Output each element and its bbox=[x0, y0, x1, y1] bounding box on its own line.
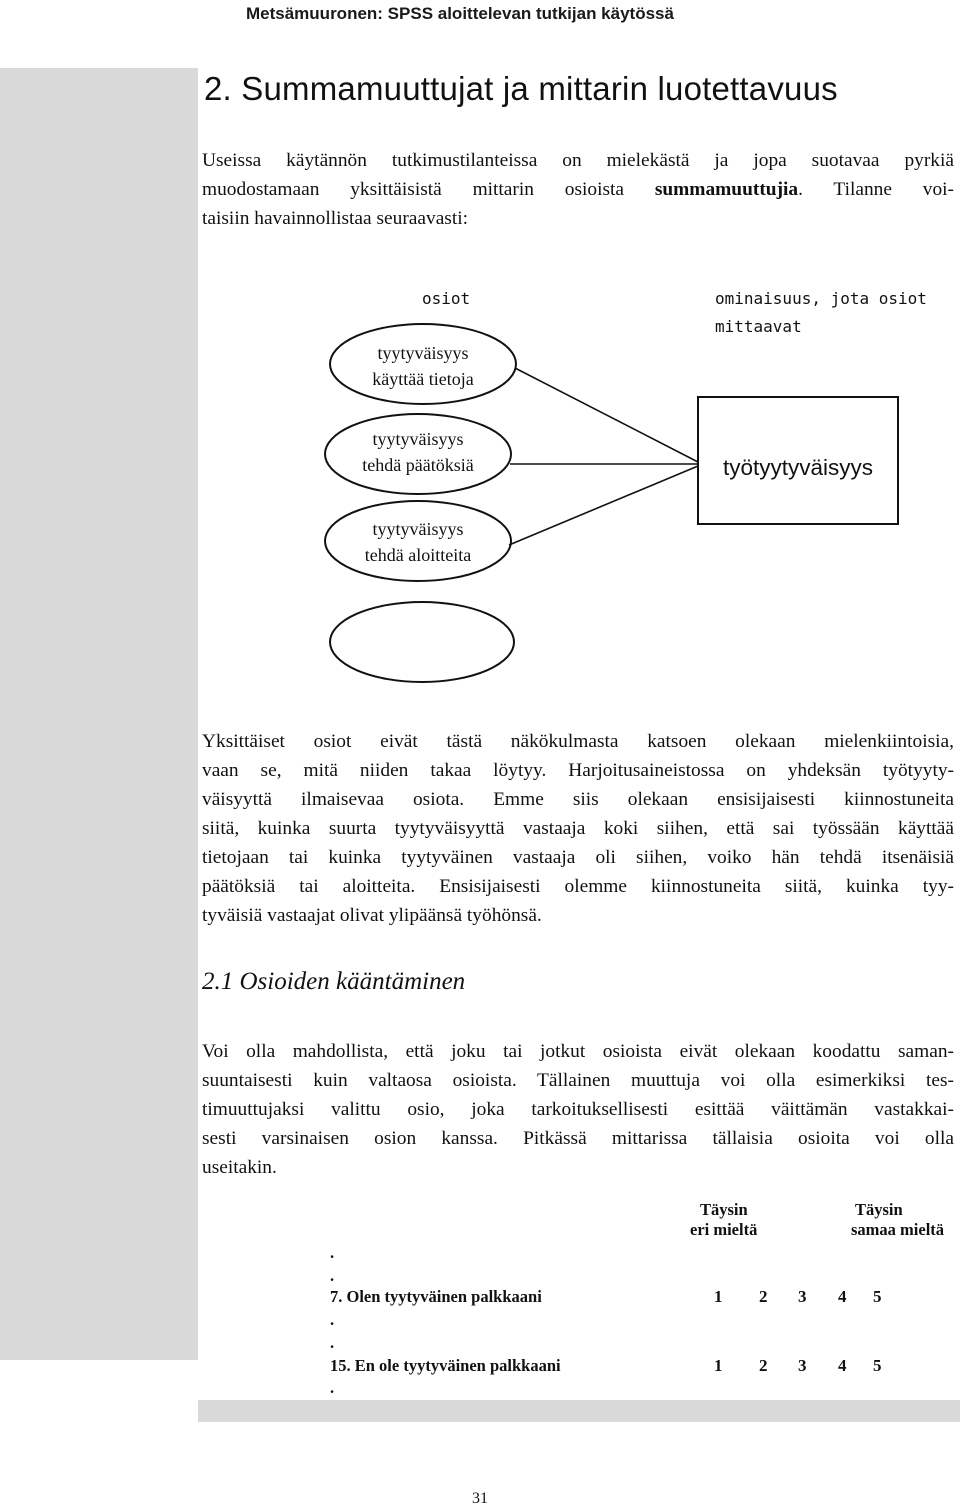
body1-line-7: tyväisiä vastaajat olivat ylipäänsä työhönsä. bbox=[202, 905, 542, 926]
item-ellipse-empty bbox=[330, 602, 514, 682]
body1-line-6: päätöksiä tai aloitteita. Ensisijaisesti olemme kiinnostuneita siitä, kuinka tyy- bbox=[202, 876, 954, 897]
body1-line-1: Yksittäiset osiot eivät tästä näkökulmasta katsoen olekaan mielenkiintoisia, bbox=[202, 731, 954, 752]
item-1-line-2: käyttää tietoja bbox=[372, 369, 474, 389]
body2-line-1: Voi olla mahdollista, että joku tai jotkut osioista eivät olekaan koodattu saman- bbox=[202, 1041, 954, 1062]
section-title: 2. Summamuuttujat ja mittarin luotettavuus bbox=[204, 70, 838, 107]
item-label-2 bbox=[325, 426, 511, 478]
item-2-line-2: tehdä päätöksiä bbox=[362, 455, 474, 475]
item-1-line-1: tyytyväisyys bbox=[377, 343, 469, 363]
scale-row-7-value-4: 4 bbox=[838, 1287, 847, 1306]
scale-row-7-value-2: 2 bbox=[759, 1287, 768, 1306]
scale-row-7-label: 7. Olen tyytyväinen palkkaani bbox=[330, 1287, 542, 1306]
body-paragraph-1 bbox=[202, 727, 954, 930]
ellipsis-dot-5: . bbox=[330, 1378, 335, 1397]
body1-line-3: väisyyttä ilmaisevaa osiota. Emme siis olekaan ensisijaisesti kiinnostuneita bbox=[202, 789, 954, 810]
page-number: 31 bbox=[472, 1490, 488, 1507]
scale-row-15-value-5: 5 bbox=[873, 1356, 882, 1375]
ellipsis-dot-4: . bbox=[330, 1333, 335, 1352]
item-label-1 bbox=[330, 340, 516, 392]
scale-row-15-value-3: 3 bbox=[798, 1356, 807, 1375]
bottom-grey-strip bbox=[198, 1400, 960, 1422]
scale-right-bottom: samaa mieltä bbox=[851, 1220, 945, 1239]
scale-row-15-value-1: 1 bbox=[714, 1356, 723, 1375]
scale-row-7-value-1: 1 bbox=[714, 1287, 723, 1306]
body2-line-2: suuntaisesti kuin valtaosa osioista. Tällainen muuttuja voi olla esimerkiksi tes- bbox=[202, 1070, 954, 1091]
subsection-title: 2.1 Osioiden kääntäminen bbox=[202, 968, 466, 995]
connector-1 bbox=[515, 368, 698, 462]
item-3-line-2: tehdä aloitteita bbox=[364, 545, 472, 565]
body1-line-5: tietojaan tai kuinka tyytyväinen vastaaja oli siihen, voiko hän tehdä itsenäisiä bbox=[202, 847, 954, 868]
scale-row-7-value-5: 5 bbox=[873, 1287, 882, 1306]
scale-row-7-value-3: 3 bbox=[798, 1287, 807, 1306]
intro-line-2-end: . Tilanne voi- bbox=[798, 179, 955, 200]
items-heading: osiot bbox=[422, 289, 471, 308]
intro-line-1: Useissa käytännön tutkimustilanteissa on mielekästä ja jopa suotavaa pyrkiä bbox=[202, 150, 954, 171]
scale-right-top: Täysin bbox=[855, 1200, 903, 1219]
ellipsis-dot-2: . bbox=[330, 1266, 335, 1285]
item-2-line-1: tyytyväisyys bbox=[372, 429, 464, 449]
body2-line-3: timuuttujaksi valittu osio, joka tarkoituksellisesti esittää väittämän vastakkai- bbox=[202, 1099, 954, 1120]
body-paragraph-2 bbox=[202, 1037, 954, 1182]
scale-row-15-value-2: 2 bbox=[759, 1356, 768, 1375]
construct-heading-2: mittaavat bbox=[715, 317, 802, 336]
body1-line-4: siitä, kuinka suurta tyytyväisyyttä vastaaja koki siihen, että sai työssään käyttää bbox=[202, 818, 954, 839]
scale-left-bottom: eri mieltä bbox=[690, 1220, 758, 1239]
item-label-3 bbox=[325, 516, 511, 568]
scale-row-15-value-4: 4 bbox=[838, 1356, 847, 1375]
item-3-line-1: tyytyväisyys bbox=[372, 519, 464, 539]
ellipsis-dot-3: . bbox=[330, 1310, 335, 1329]
intro-keyword: summamuuttujia bbox=[654, 179, 799, 200]
connector-3 bbox=[509, 466, 698, 545]
scale-left-top: Täysin bbox=[700, 1200, 748, 1219]
body2-line-5: useitakin. bbox=[202, 1157, 277, 1178]
ellipsis-dot-1: . bbox=[330, 1243, 335, 1262]
intro-line-2-text: muodostamaan yksittäisistä mittarin osioista bbox=[202, 179, 655, 200]
running-header: Metsämuuronen: SPSS aloittelevan tutkijan käytössä bbox=[246, 4, 674, 23]
construct-label: työtyytyväisyys bbox=[722, 455, 874, 480]
intro-line-3: taisiin havainnollistaa seuraavasti: bbox=[202, 208, 469, 229]
construct-heading: ominaisuus, jota osiot bbox=[715, 289, 927, 308]
body2-line-4: sesti varsinaisen osion kanssa. Pitkässä mittarissa tällaisia osioita voi olla bbox=[202, 1128, 954, 1149]
scale-row-15-label: 15. En ole tyytyväinen palkkaani bbox=[330, 1356, 561, 1375]
body1-line-2: vaan se, mitä niiden takaa löytyy. Harjoitusaineistossa on yhdeksän työtyyty- bbox=[202, 760, 954, 781]
